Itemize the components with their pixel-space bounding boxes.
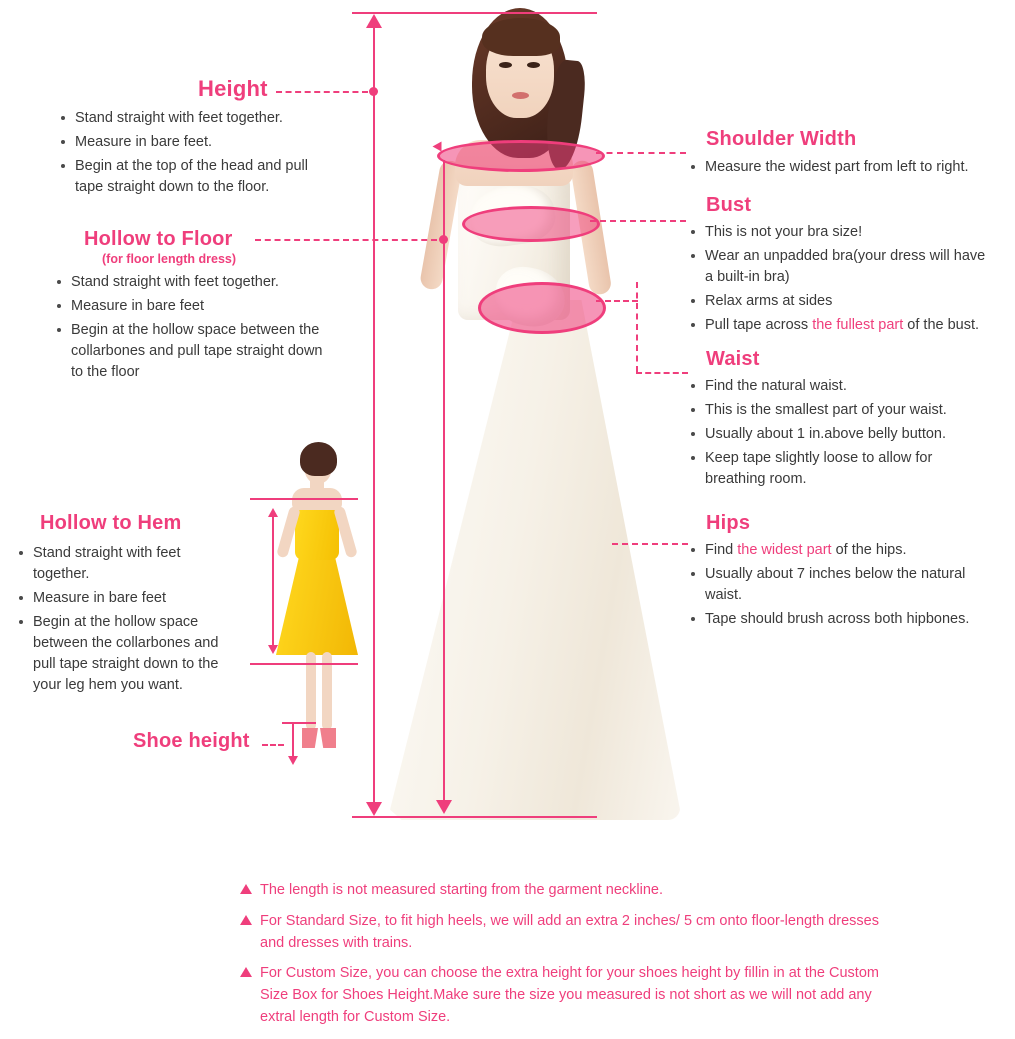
list-item: Stand straight with feet together. bbox=[60, 108, 360, 129]
hips-widest-part-highlight: the widest part bbox=[737, 542, 832, 558]
bust-pull-tape-pre: Pull tape across bbox=[705, 317, 813, 334]
hollow-to-hem-arrow-top bbox=[268, 508, 278, 517]
waist-leader-elbow bbox=[636, 282, 638, 372]
hollow-to-hem-bottom-line bbox=[250, 663, 358, 665]
list-item: Usually about 1 in.above belly button. bbox=[690, 424, 1010, 445]
list-item: Stand straight with feet together. bbox=[18, 543, 213, 585]
waist-section bbox=[690, 348, 1010, 493]
bust-heading: Bust bbox=[706, 194, 752, 216]
footnote-item bbox=[240, 963, 880, 1028]
list-item-bust-fullest bbox=[690, 315, 1010, 336]
list-item: Begin at the top of the head and pull tape straight down to the floor. bbox=[60, 156, 323, 198]
short-dress-skirt bbox=[276, 550, 358, 655]
list-item: Relax arms at sides bbox=[690, 291, 1010, 312]
hips-bullet-list bbox=[690, 540, 1010, 630]
footnote-item bbox=[240, 880, 880, 902]
list-item: Usually about 7 inches below the natural waist. bbox=[690, 564, 1001, 606]
hollow-to-hem-heading: Hollow to Hem bbox=[40, 512, 182, 534]
list-item: Begin at the hollow space between the collarbones and pull tape straight down to the your leg hem you want. bbox=[18, 612, 233, 696]
shoe-height-leader-line bbox=[262, 744, 284, 746]
short-model-right-shoe bbox=[320, 728, 336, 748]
warning-triangle-icon bbox=[240, 915, 252, 925]
shoulder-width-bullet-list bbox=[690, 157, 1010, 178]
hollow-to-hem-top-line bbox=[250, 498, 358, 500]
height-top-line bbox=[352, 12, 597, 14]
list-item: This is not your bra size! bbox=[690, 222, 1010, 243]
warning-triangle-icon bbox=[240, 967, 252, 977]
list-item: Measure the widest part from left to right. bbox=[690, 157, 1010, 178]
height-section bbox=[60, 76, 360, 201]
hollow-to-hem-section bbox=[14, 512, 254, 699]
shoulder-width-band bbox=[437, 140, 605, 172]
bust-pull-tape-post: of the bust. bbox=[903, 317, 980, 334]
height-vertical-line bbox=[373, 26, 375, 806]
hollow-to-hem-arrow-bottom bbox=[268, 645, 278, 654]
hollow-to-hem-vertical-line bbox=[272, 517, 274, 645]
footnote-text: For Standard Size, to fit high heels, we will add an extra 2 inches/ 5 cm onto floor-length dresses and dresses with trains. bbox=[260, 912, 879, 951]
short-model-hair bbox=[300, 442, 337, 476]
waist-leader-line bbox=[596, 300, 638, 302]
bust-band bbox=[462, 206, 600, 242]
list-item: Find the natural waist. bbox=[690, 376, 1010, 397]
footnote-text: For Custom Size, you can choose the extra height for your shoes height by fillin in at the Custom Size Box for Shoes Height.Make sure the size you measured is not short as we will not add any extral length for Custom Size. bbox=[260, 965, 879, 1025]
hollow-to-hem-bullet-list bbox=[18, 543, 254, 696]
height-bottom-line bbox=[352, 816, 597, 818]
shoe-height-top-line bbox=[282, 722, 316, 724]
list-item: Tape should brush across both hipbones. bbox=[690, 609, 1005, 630]
hips-find-pre: Find bbox=[705, 542, 738, 558]
bust-leader-line bbox=[590, 220, 686, 222]
height-heading: Height bbox=[198, 76, 268, 101]
list-item: Measure in bare feet bbox=[18, 588, 254, 609]
warning-triangle-icon bbox=[240, 884, 252, 894]
hollow-to-floor-subnote: (for floor length dress) bbox=[102, 252, 237, 266]
footnotes-block bbox=[240, 880, 880, 1038]
height-bullet-list bbox=[60, 108, 360, 198]
waist-band bbox=[478, 282, 606, 334]
bust-bullet-list bbox=[690, 222, 1010, 336]
hips-heading: Hips bbox=[706, 512, 751, 534]
short-dress-bodice bbox=[295, 502, 339, 560]
model-lips bbox=[512, 92, 529, 99]
list-item: This is the smallest part of your waist. bbox=[690, 400, 1010, 421]
shoe-height-heading: Shoe height bbox=[133, 730, 250, 752]
shoulder-width-arrow-left bbox=[433, 142, 442, 152]
shoe-height-arrow-bottom bbox=[288, 756, 298, 765]
hips-section bbox=[690, 512, 1010, 633]
model-eye-left bbox=[499, 62, 512, 68]
waist-leader-line-2 bbox=[636, 372, 688, 374]
shoulder-width-section bbox=[690, 128, 1010, 181]
hollow-to-floor-anchor-dot bbox=[439, 235, 448, 244]
waist-bullet-list bbox=[690, 376, 1010, 490]
list-item: Keep tape slightly loose to allow for breathing room. bbox=[690, 448, 975, 490]
hips-leader-line bbox=[612, 543, 688, 545]
list-item: Measure in bare feet. bbox=[60, 132, 360, 153]
shoulder-width-heading: Shoulder Width bbox=[706, 128, 857, 150]
list-item: Measure in bare feet bbox=[56, 296, 342, 317]
list-item-hips-widest bbox=[690, 540, 1010, 561]
short-model-left-shoe bbox=[302, 728, 318, 748]
hollow-to-floor-vertical-line bbox=[443, 160, 445, 806]
short-dress-model-illustration bbox=[262, 440, 372, 780]
list-item: Stand straight with feet together. bbox=[56, 272, 342, 293]
height-arrow-bottom bbox=[366, 802, 382, 816]
waist-heading: Waist bbox=[706, 348, 760, 370]
list-item: Begin at the hollow space between the collarbones and pull tape straight down to the floor bbox=[56, 320, 323, 383]
footnote-item bbox=[240, 911, 880, 955]
footnote-text: The length is not measured starting from the garment neckline. bbox=[260, 882, 663, 898]
shoulder-width-leader-line bbox=[596, 152, 686, 154]
model-skirt bbox=[390, 300, 680, 820]
bust-section bbox=[690, 194, 1010, 339]
model-eye-right bbox=[527, 62, 540, 68]
hollow-to-floor-bullet-list bbox=[56, 272, 342, 383]
hollow-to-floor-heading: Hollow to Floor bbox=[84, 228, 233, 250]
bust-fullest-part-highlight: the fullest part bbox=[812, 317, 904, 334]
hollow-to-floor-section bbox=[42, 228, 342, 386]
hollow-to-floor-arrow-bottom bbox=[436, 800, 452, 814]
model-fringe bbox=[482, 18, 560, 56]
hips-find-post: of the hips. bbox=[831, 542, 907, 558]
list-item: Wear an unpadded bra(your dress will have a built-in bra) bbox=[690, 246, 995, 288]
height-anchor-dot bbox=[369, 87, 378, 96]
main-model-illustration bbox=[400, 0, 660, 830]
